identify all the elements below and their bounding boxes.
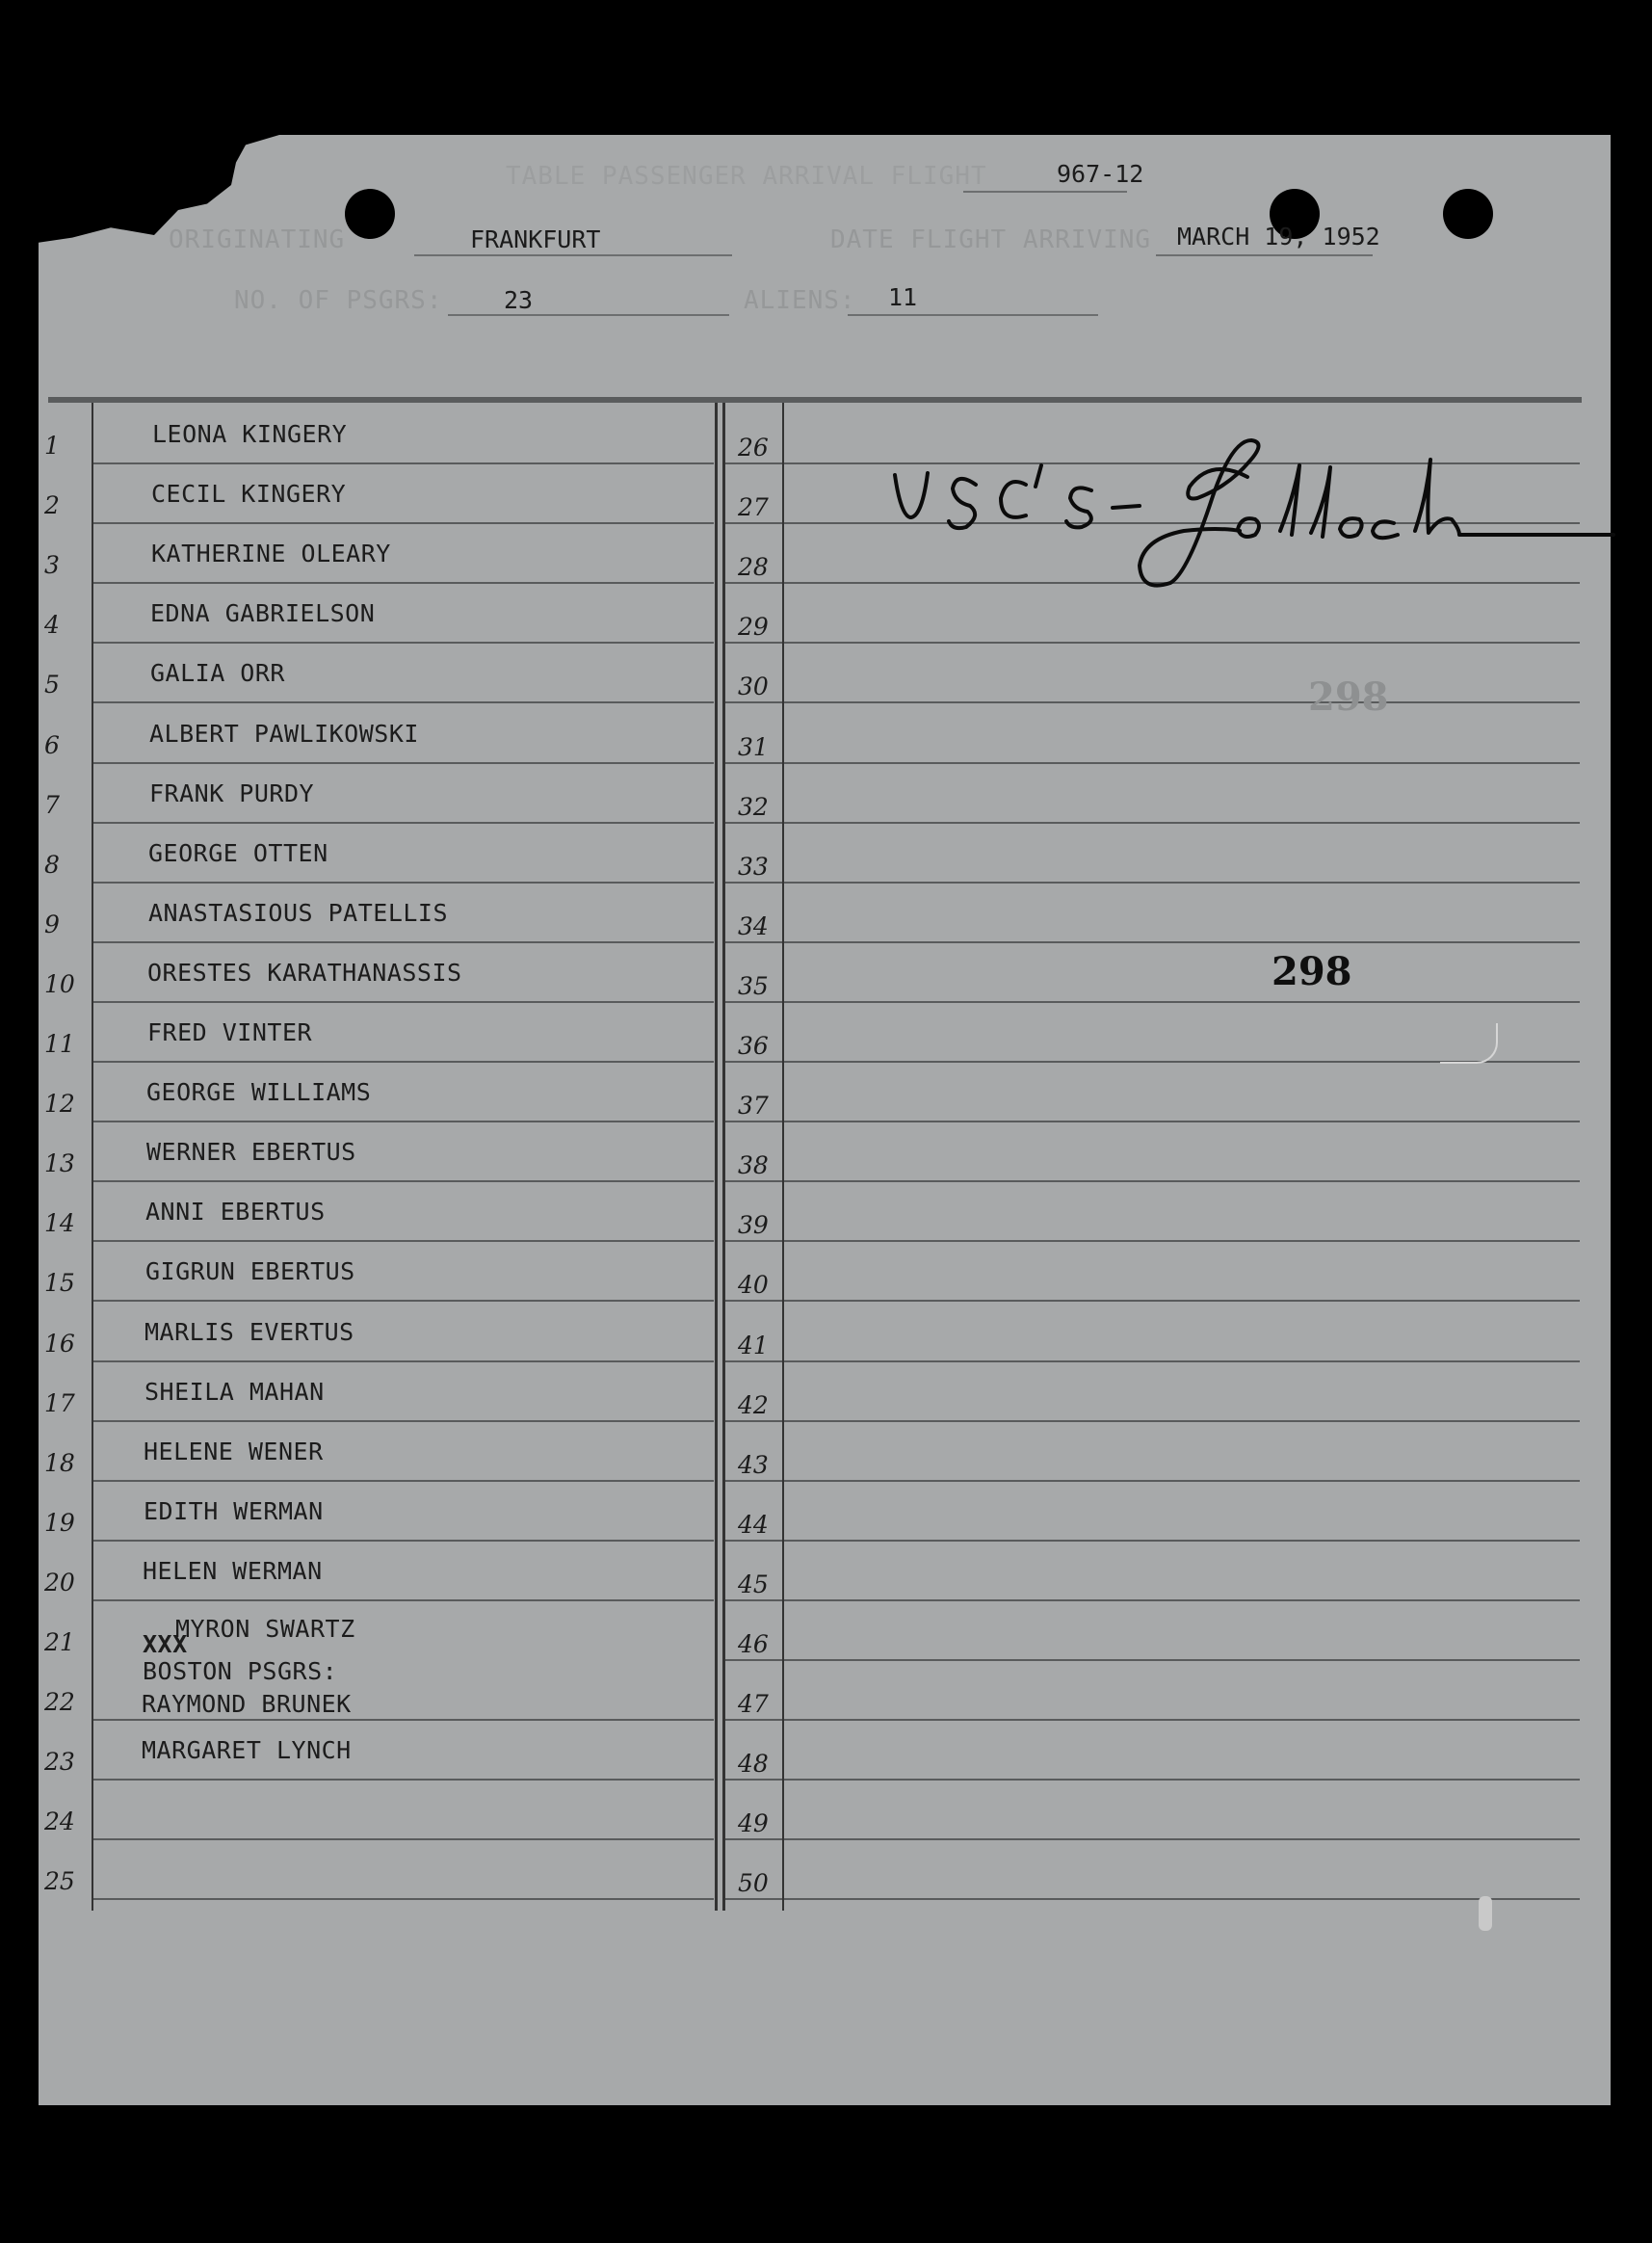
row-rule xyxy=(724,762,1580,764)
stamp-faded: 298 xyxy=(1308,674,1389,720)
flight-number: 967-12 xyxy=(1057,160,1144,188)
row-rule xyxy=(92,1061,714,1063)
row-number: 3 xyxy=(44,551,60,579)
passenger-name: ALBERT PAWLIKOWSKI xyxy=(149,720,419,748)
row-rule xyxy=(724,701,1580,703)
row-number-right: 30 xyxy=(738,673,769,700)
row-number-right: 31 xyxy=(738,733,769,761)
passenger-name: EDITH WERMAN xyxy=(144,1497,324,1525)
passenger-name: WERNER EBERTUS xyxy=(146,1138,356,1166)
aliens-underline xyxy=(848,314,1098,316)
row-rule xyxy=(724,1001,1580,1003)
row-rule xyxy=(92,1300,714,1302)
passenger-name: FRED VINTER xyxy=(147,1018,313,1046)
row-number-right: 46 xyxy=(738,1630,769,1658)
row-number-right: 44 xyxy=(738,1511,769,1539)
row-number: 23 xyxy=(44,1748,75,1776)
row-rule xyxy=(724,1240,1580,1242)
row-rule xyxy=(724,1420,1580,1422)
punch-hole xyxy=(1443,189,1493,239)
row-rule xyxy=(724,822,1580,824)
row-number: 25 xyxy=(44,1867,75,1895)
date-underline xyxy=(1156,254,1373,256)
row-number-right: 32 xyxy=(738,793,769,821)
row-number-right: 42 xyxy=(738,1391,769,1419)
row-number: 21 xyxy=(44,1628,75,1656)
row-number-right: 40 xyxy=(738,1271,769,1299)
passenger-name: GEORGE OTTEN xyxy=(148,839,328,867)
column-divider xyxy=(722,403,725,1911)
passenger-name: GIGRUN EBERTUS xyxy=(145,1257,355,1285)
row-rule xyxy=(724,1838,1580,1840)
row-rule xyxy=(92,1719,714,1721)
row-number-right: 43 xyxy=(738,1451,769,1479)
row-number-right: 35 xyxy=(738,972,769,1000)
row-rule xyxy=(724,1180,1580,1182)
psgrs-label: NO. OF PSGRS: xyxy=(234,286,443,315)
passenger-name: ANNI EBERTUS xyxy=(145,1198,326,1226)
row-number: 22 xyxy=(44,1688,75,1716)
row-number: 17 xyxy=(44,1389,75,1417)
passenger-name: MYRON SWARTZ xyxy=(175,1615,355,1643)
passenger-name: MARGARET LYNCH xyxy=(142,1736,352,1764)
date-label: DATE FLIGHT ARRIVING xyxy=(830,225,1152,254)
handwritten-note xyxy=(881,438,1623,617)
row-number: 9 xyxy=(44,910,60,938)
row-rule xyxy=(92,1240,714,1242)
row-number-right: 47 xyxy=(738,1690,769,1718)
row-rule xyxy=(92,1360,714,1362)
row-number-right: 41 xyxy=(738,1332,769,1359)
row-rule xyxy=(92,1540,714,1542)
originating-underline xyxy=(414,254,732,256)
row-number: 19 xyxy=(44,1509,75,1537)
row-rule xyxy=(724,1659,1580,1661)
passenger-name: GEORGE WILLIAMS xyxy=(146,1078,372,1106)
form-title: TABLE PASSENGER ARRIVAL FLIGHT xyxy=(506,162,987,191)
row-rule xyxy=(92,1180,714,1182)
row-number: 16 xyxy=(44,1330,75,1358)
passenger-name: HELEN WERMAN xyxy=(143,1557,323,1585)
passenger-name: SHEILA MAHAN xyxy=(144,1378,325,1406)
row-rule xyxy=(92,642,714,644)
row-number-right: 45 xyxy=(738,1570,769,1598)
passenger-name: MARLIS EVERTUS xyxy=(144,1318,354,1346)
row-rule xyxy=(92,1121,714,1122)
row-number-right: 34 xyxy=(738,912,769,940)
row-rule xyxy=(724,941,1580,943)
passenger-name: LEONA KINGERY xyxy=(152,420,348,448)
aliens-value: 11 xyxy=(888,283,918,311)
row-rule xyxy=(92,762,714,764)
right-number-divider xyxy=(782,403,784,1911)
row-rule xyxy=(724,1300,1580,1302)
column-divider xyxy=(715,403,718,1911)
row-number: 12 xyxy=(44,1090,75,1118)
row-number-right: 28 xyxy=(738,553,769,581)
aliens-label: ALIENS: xyxy=(744,286,856,315)
passenger-name: ORESTES KARATHANASSIS xyxy=(147,959,462,987)
row-rule xyxy=(724,1719,1580,1721)
passenger-name: GALIA ORR xyxy=(150,659,285,687)
row-rule xyxy=(92,882,714,884)
stamp-number: 298 xyxy=(1272,949,1352,994)
row-rule xyxy=(724,1898,1580,1900)
row-rule xyxy=(92,1779,714,1781)
row-number: 2 xyxy=(44,491,60,519)
row-number: 24 xyxy=(44,1808,75,1835)
row-rule xyxy=(92,1001,714,1003)
paper-mark xyxy=(1479,1896,1492,1931)
row-number: 18 xyxy=(44,1449,75,1477)
row-number: 13 xyxy=(44,1149,75,1177)
row-number: 4 xyxy=(44,611,60,639)
row-rule xyxy=(92,1838,714,1840)
row-rule xyxy=(92,701,714,703)
row-rule xyxy=(92,462,714,464)
row-number-right: 37 xyxy=(738,1092,769,1120)
psgrs-underline xyxy=(448,314,729,316)
row-number-right: 49 xyxy=(738,1809,769,1837)
header-rule xyxy=(48,397,1582,403)
row-rule xyxy=(92,1898,714,1900)
row-number-right: 39 xyxy=(738,1211,769,1239)
row-number: 7 xyxy=(44,791,60,819)
passenger-name: HELENE WENER xyxy=(144,1438,324,1465)
punch-hole xyxy=(345,189,395,239)
passenger-name: FRANK PURDY xyxy=(149,779,315,807)
row-rule xyxy=(92,1480,714,1482)
pencil-check xyxy=(1440,1023,1498,1064)
passenger-name: EDNA GABRIELSON xyxy=(150,599,376,627)
row-rule xyxy=(724,882,1580,884)
row-number: 1 xyxy=(44,432,60,460)
row-number-right: 27 xyxy=(738,493,769,521)
boston-note: BOSTON PSGRS: xyxy=(143,1657,338,1685)
row-rule xyxy=(92,1420,714,1422)
left-margin-line xyxy=(92,403,93,1911)
row-number-right: 29 xyxy=(738,613,769,641)
row-number-right: 48 xyxy=(738,1750,769,1778)
row-rule xyxy=(724,1779,1580,1781)
row-number-right: 36 xyxy=(738,1032,769,1060)
row-rule xyxy=(92,1599,714,1601)
date-value: MARCH 19, 1952 xyxy=(1177,223,1380,251)
row-rule xyxy=(92,941,714,943)
row-rule xyxy=(724,642,1580,644)
passenger-name: RAYMOND BRUNEK xyxy=(142,1690,352,1718)
row-number: 11 xyxy=(44,1030,75,1058)
row-rule xyxy=(724,1480,1580,1482)
row-number: 5 xyxy=(44,671,60,699)
row-number: 6 xyxy=(44,731,60,759)
row-rule xyxy=(92,582,714,584)
row-rule xyxy=(724,1599,1580,1601)
row-rule xyxy=(92,822,714,824)
passenger-name: CECIL KINGERY xyxy=(151,480,347,508)
psgrs-value: 23 xyxy=(504,286,534,314)
originating-label: ORIGINATING xyxy=(169,225,346,254)
row-rule xyxy=(724,1540,1580,1542)
row-number-right: 50 xyxy=(738,1869,769,1897)
row-rule xyxy=(92,522,714,524)
row-number: 8 xyxy=(44,851,60,879)
row-rule xyxy=(724,1360,1580,1362)
originating-value: FRANKFURT xyxy=(470,225,601,253)
flight-number-underline xyxy=(963,191,1127,193)
xxx-mark: XXX xyxy=(143,1630,188,1658)
row-number: 10 xyxy=(44,970,75,998)
row-number: 14 xyxy=(44,1209,75,1237)
passenger-name: ANASTASIOUS PATELLIS xyxy=(148,899,449,927)
row-rule xyxy=(724,1121,1580,1122)
row-number: 20 xyxy=(44,1569,75,1596)
row-number-right: 26 xyxy=(738,434,769,462)
row-number-right: 33 xyxy=(738,853,769,881)
row-number: 15 xyxy=(44,1269,75,1297)
row-number-right: 38 xyxy=(738,1151,769,1179)
passenger-name: KATHERINE OLEARY xyxy=(151,540,391,567)
